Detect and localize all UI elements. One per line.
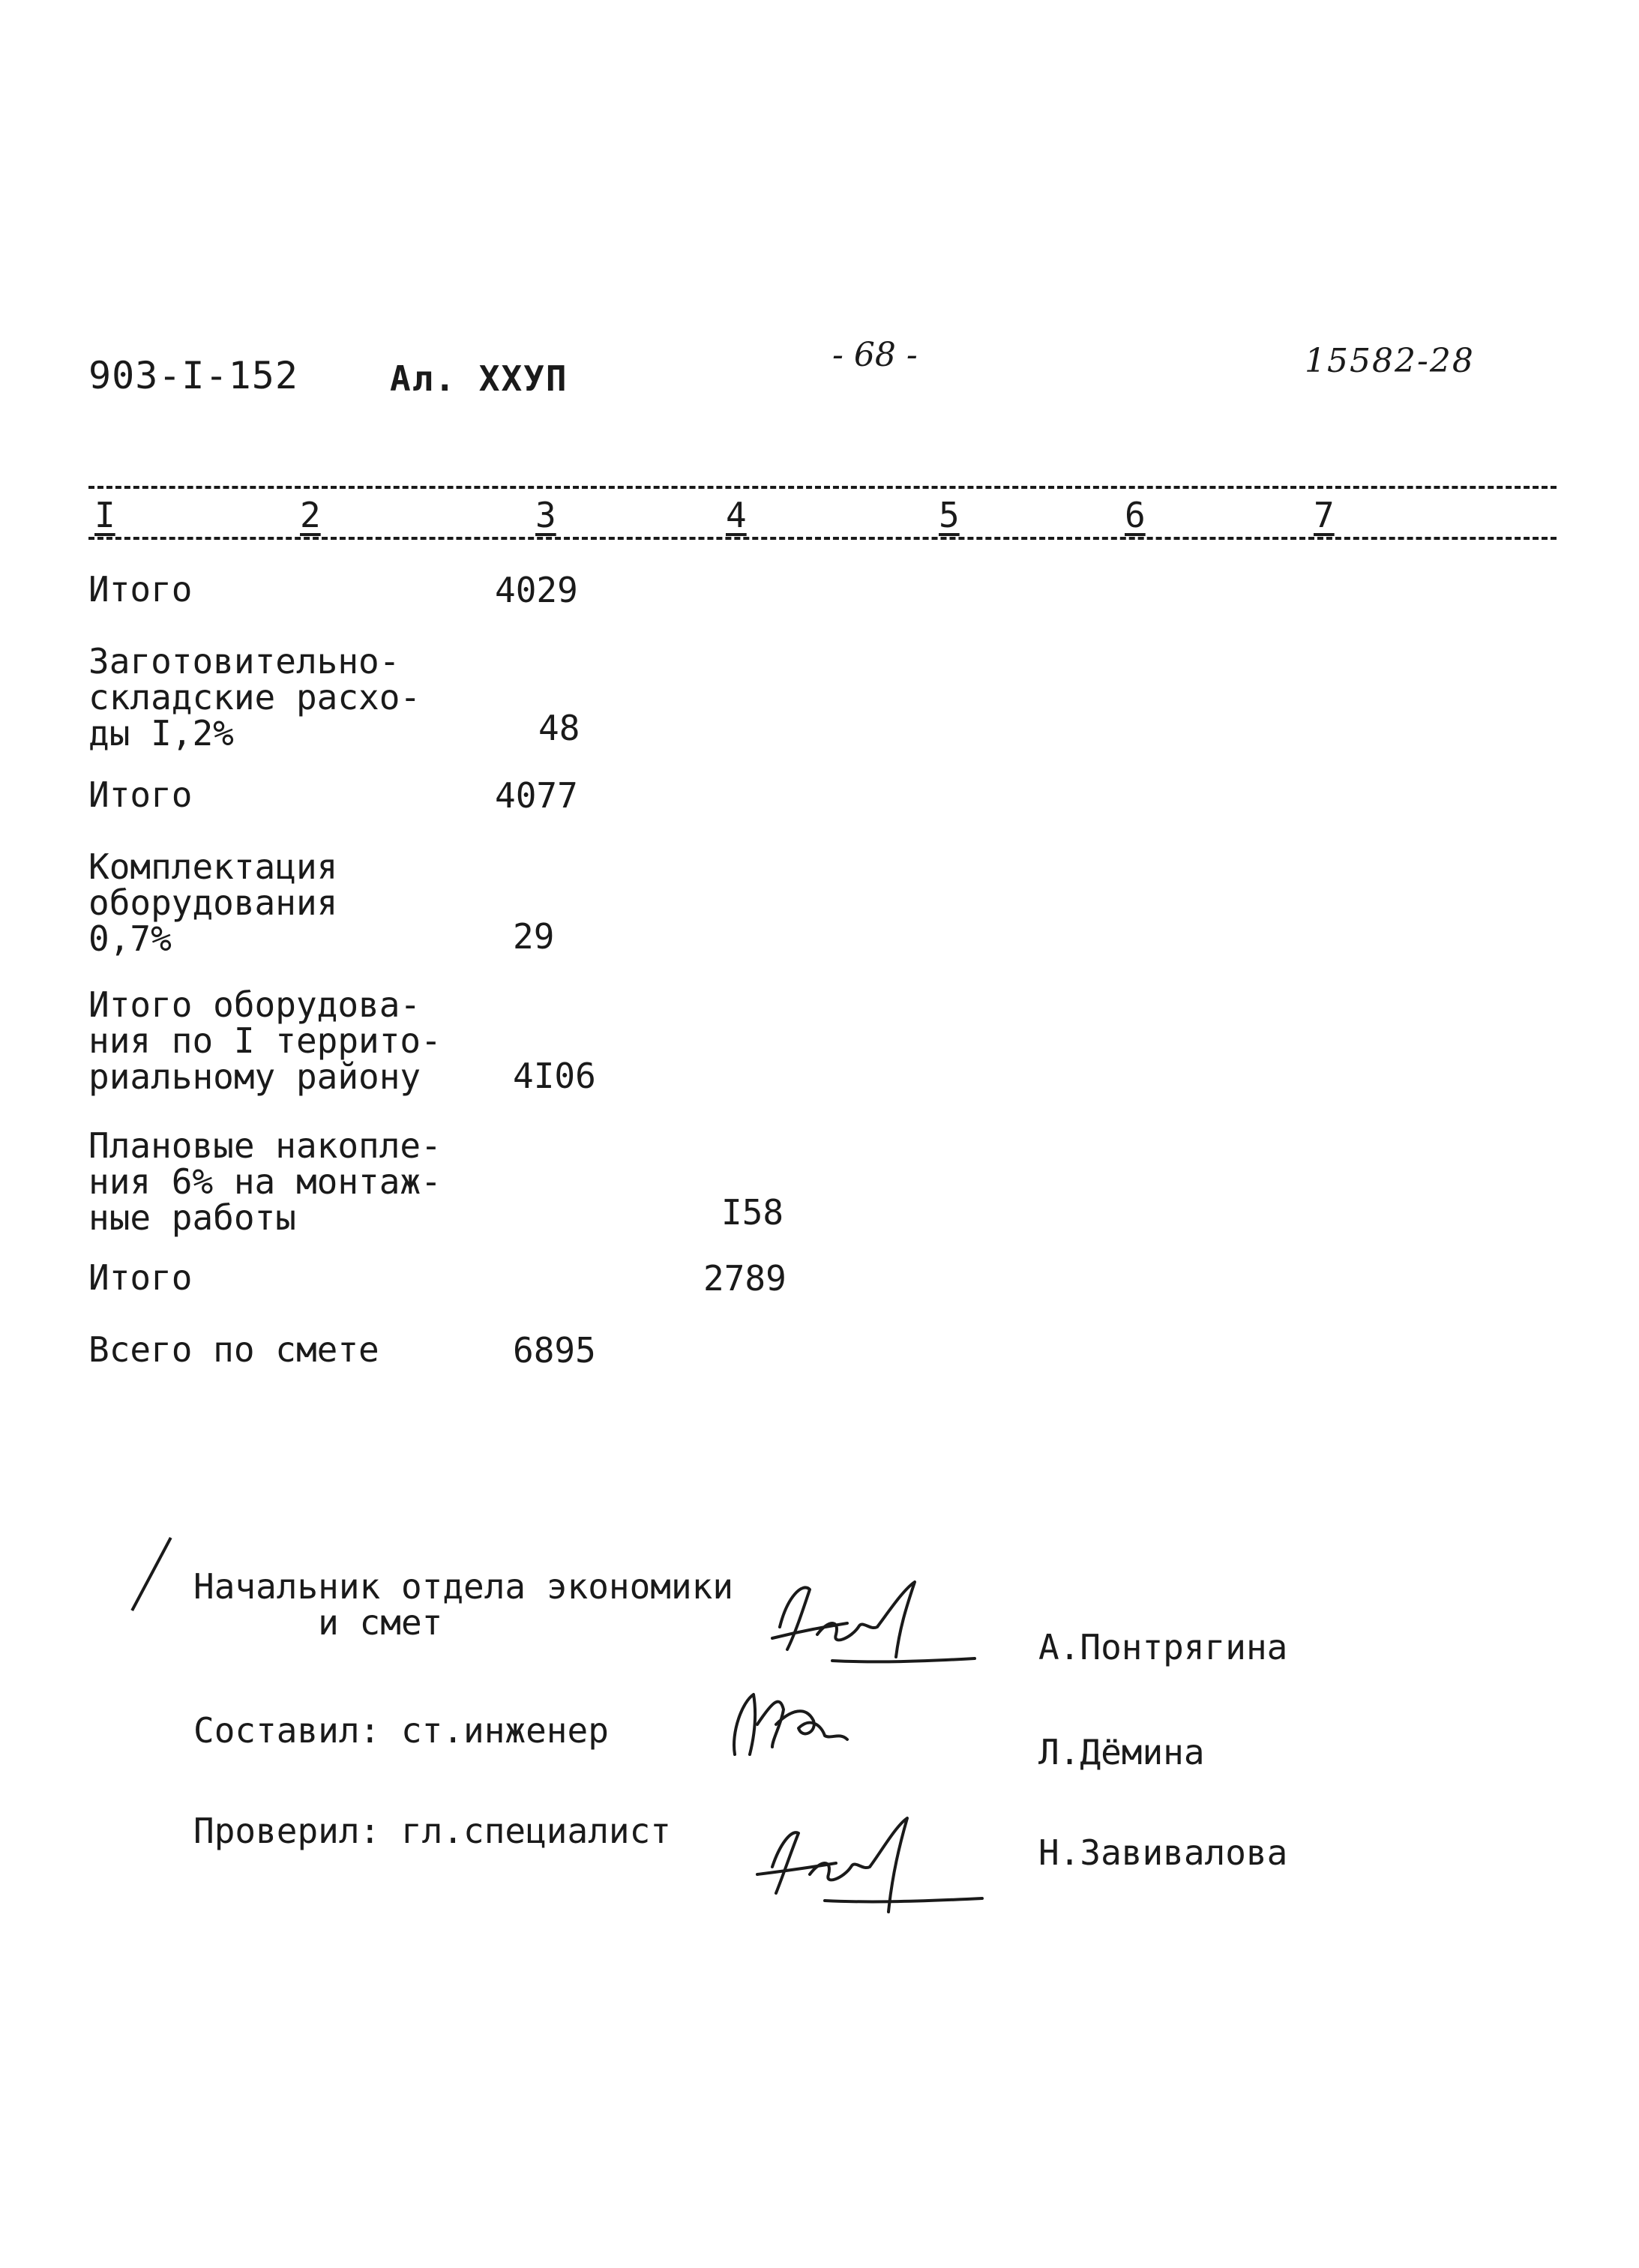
column-number-4: 4 (726, 495, 747, 535)
row-label: Итого (88, 569, 193, 610)
row-value-col4: 2789 (703, 1258, 787, 1299)
author-title: Составил: ст.инженер (193, 1710, 609, 1751)
slash-mark (130, 1537, 172, 1611)
row-value-col3: 29 (513, 916, 555, 957)
row-value-col3: 4I06 (513, 1056, 596, 1096)
checker-title: Проверил: гл.специалист (193, 1811, 671, 1851)
column-number-3: 3 (535, 495, 556, 535)
page-number: - 68 - (832, 336, 918, 374)
row-label: Итого (88, 774, 193, 815)
row-label: Всего по смете (88, 1329, 379, 1370)
row-value-col3: 4029 (495, 570, 578, 610)
checker-name: Н.Завивалова (1038, 1832, 1288, 1873)
album-number: Ал. ХХУП (390, 358, 568, 399)
checker-signature (742, 1799, 990, 1919)
row-value-col3: 48 (538, 708, 580, 748)
row-label: Комплектация оборудования 0,7% (88, 846, 338, 959)
row-value-col3: 4077 (495, 775, 578, 816)
row-label: Итого оборудова- ния по I террито- риальному району (88, 984, 442, 1097)
column-number-7: 7 (1314, 495, 1335, 535)
head-signature (757, 1567, 982, 1679)
registration-number: 15582-28 (1305, 342, 1475, 380)
row-value-col4: I58 (721, 1192, 784, 1233)
author-name: Л.Дёмина (1038, 1732, 1205, 1772)
column-number-1: I (94, 495, 115, 535)
row-label: Итого (88, 1257, 193, 1298)
row-label: Заготовительно- складские расхо- ды I,2% (88, 641, 421, 754)
column-number-2: 2 (300, 495, 321, 535)
top-dashed-rule (88, 486, 1557, 489)
row-value-col3: 6895 (513, 1330, 596, 1371)
column-number-6: 6 (1125, 495, 1146, 535)
document-code: 903-I-152 (88, 354, 298, 397)
bottom-dashed-rule (88, 537, 1557, 540)
row-label: Плановые накопле- ния 6% на монтаж- ные работы (88, 1125, 442, 1238)
head-title: Начальник отдела экономики и смет (193, 1566, 734, 1643)
head-name: А.Понтрягина (1038, 1627, 1288, 1667)
author-signature (720, 1679, 870, 1769)
column-number-5: 5 (939, 495, 960, 535)
